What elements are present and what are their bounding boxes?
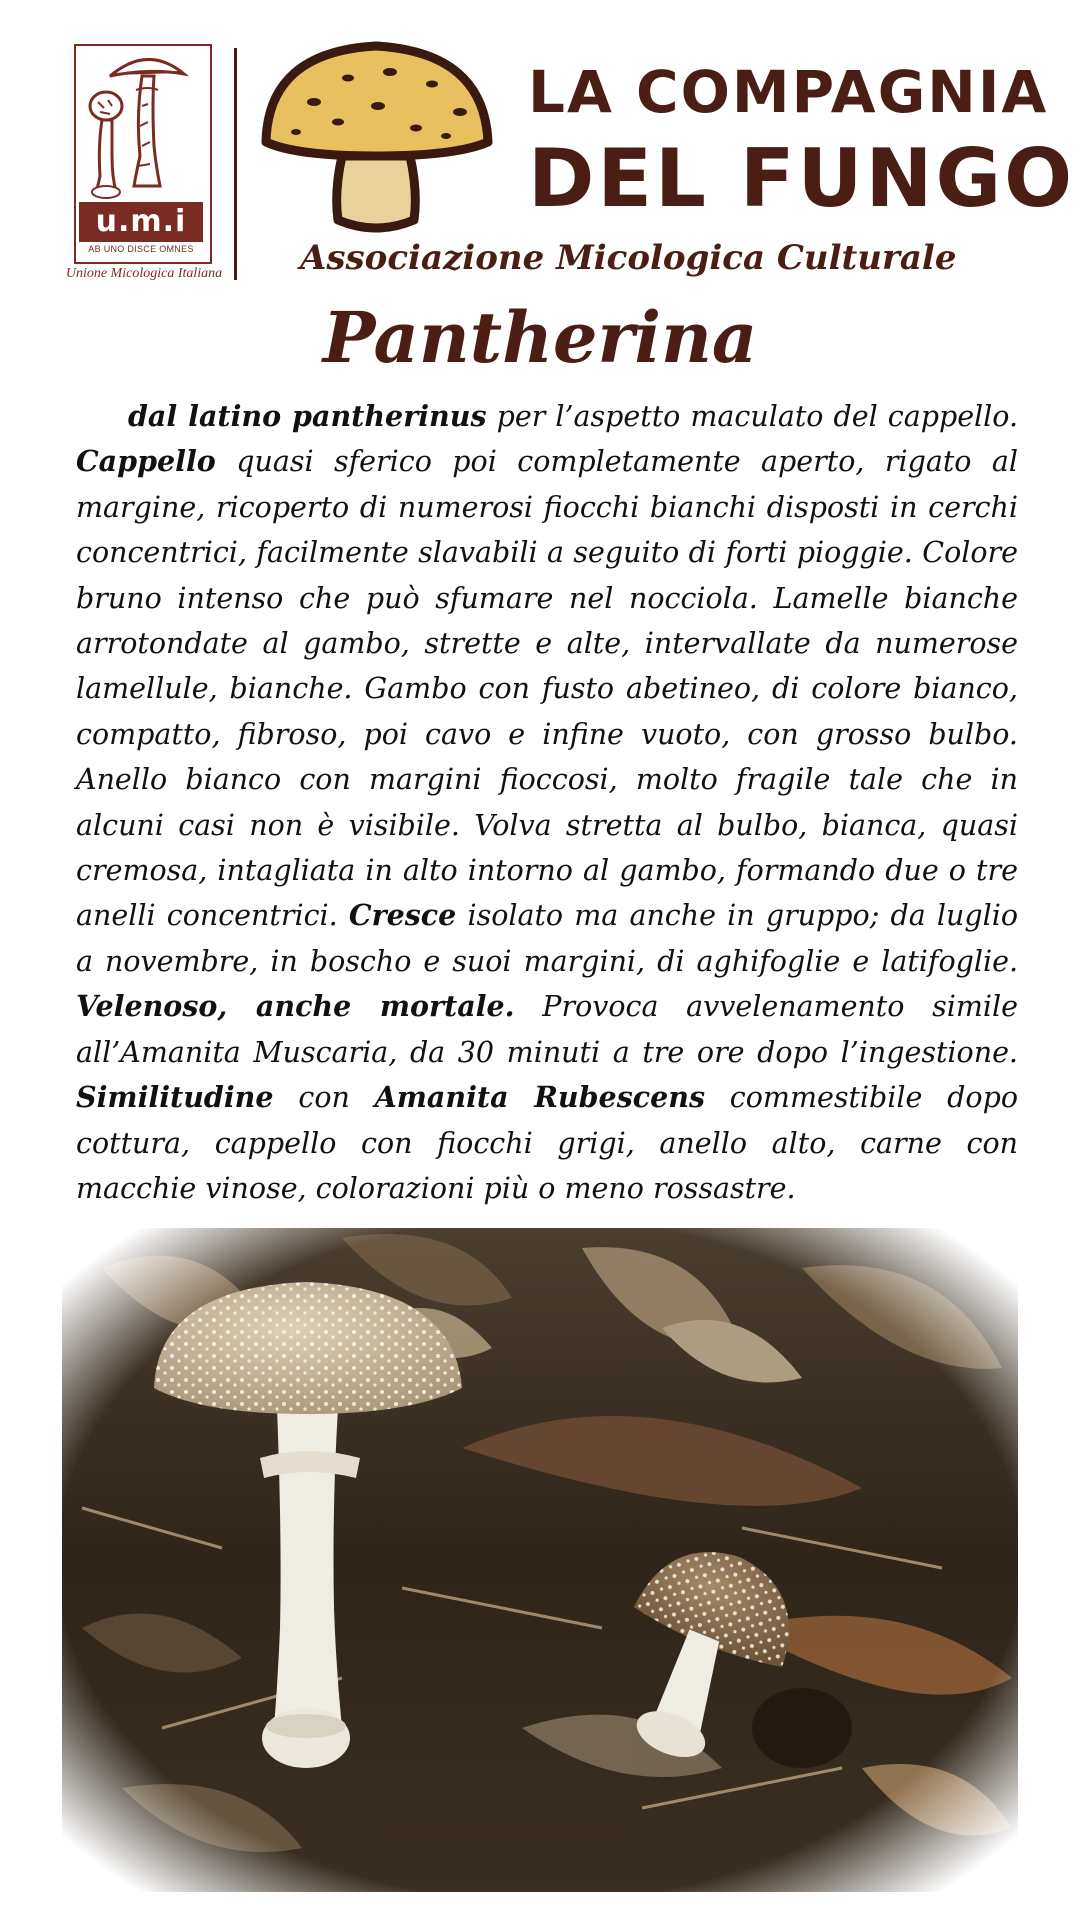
umi-acronym: u.m.i [79, 202, 203, 242]
similar-species-name: Amanita Rubescens [374, 1080, 705, 1115]
similarity-description: commestibile dopo cottura, cappello con fiocchi grigi, anello alto, carne con macchie vinose, colorazioni più o meno rossastre. [76, 1081, 1018, 1205]
header-divider [234, 48, 237, 280]
cap-description: quasi sferico poi completamente aperto, rigato al margine, ricoperto di numerosi fiocchi bianchi disposti in cerchi concentrici, facilmente slavabili a seguito di forti pioggie. Colore bruno intenso che può sfumare nel nocciola. Lamelle bianche arrotondate al gambo, strette e alte, intervallate da numerose lamellule, bianche. Gambo con fusto abetineo, di colore bianco, compatto, fibroso, poi cavo e infine vuoto, con grosso bulbo. Anello bianco con margini fioccosi, molto fragile tale che in alcuni casi non è visibile. Volva stretta al bulbo, bianca, quasi cremosa, intagliata in alto intorno al gambo, formando due o tre anelli concentrici. [76, 445, 1018, 933]
fungo-mushroom-logo [256, 32, 496, 242]
species-title: Pantherina [322, 296, 758, 379]
brand-subtitle: Associazione Micologica Culturale [300, 238, 957, 278]
brand-name-line1: LA COMPAGNIA [528, 58, 1049, 126]
habitat-description: isolato ma anche in gruppo; da luglio a novembre, in boscho e suoi margini, di aghifoglie e latifoglie. [76, 899, 1018, 978]
umi-motto: AB UNO DISCE OMNES [88, 244, 194, 254]
species-description [76, 394, 1018, 1211]
brand-name-line2: DEL FUNGO [528, 132, 1076, 225]
mushroom-photo [42, 1208, 1038, 1912]
habitat-label: Cresce [348, 898, 457, 933]
umi-logo [65, 44, 223, 284]
mushroom-photo-illustration [42, 1208, 1038, 1912]
similarity-label: Similitudine [76, 1080, 274, 1115]
umi-caption: Unione Micologica Italiana [65, 266, 223, 281]
etymology-text: per l’aspetto maculato del cappello. [486, 400, 1019, 433]
cap-label: Cappello [76, 444, 216, 479]
toxicity-label: Velenoso, anche mortale. [76, 989, 515, 1024]
etymology-label: dal latino pantherinus [128, 399, 487, 433]
toxicity-description: Provoca avvelenamento simile all’Amanita Muscaria, da 30 minuti a tre ore dopo l’ingestione. [76, 990, 1018, 1069]
umi-mushroom-illustration [76, 46, 210, 202]
similarity-connector: con [273, 1081, 375, 1115]
